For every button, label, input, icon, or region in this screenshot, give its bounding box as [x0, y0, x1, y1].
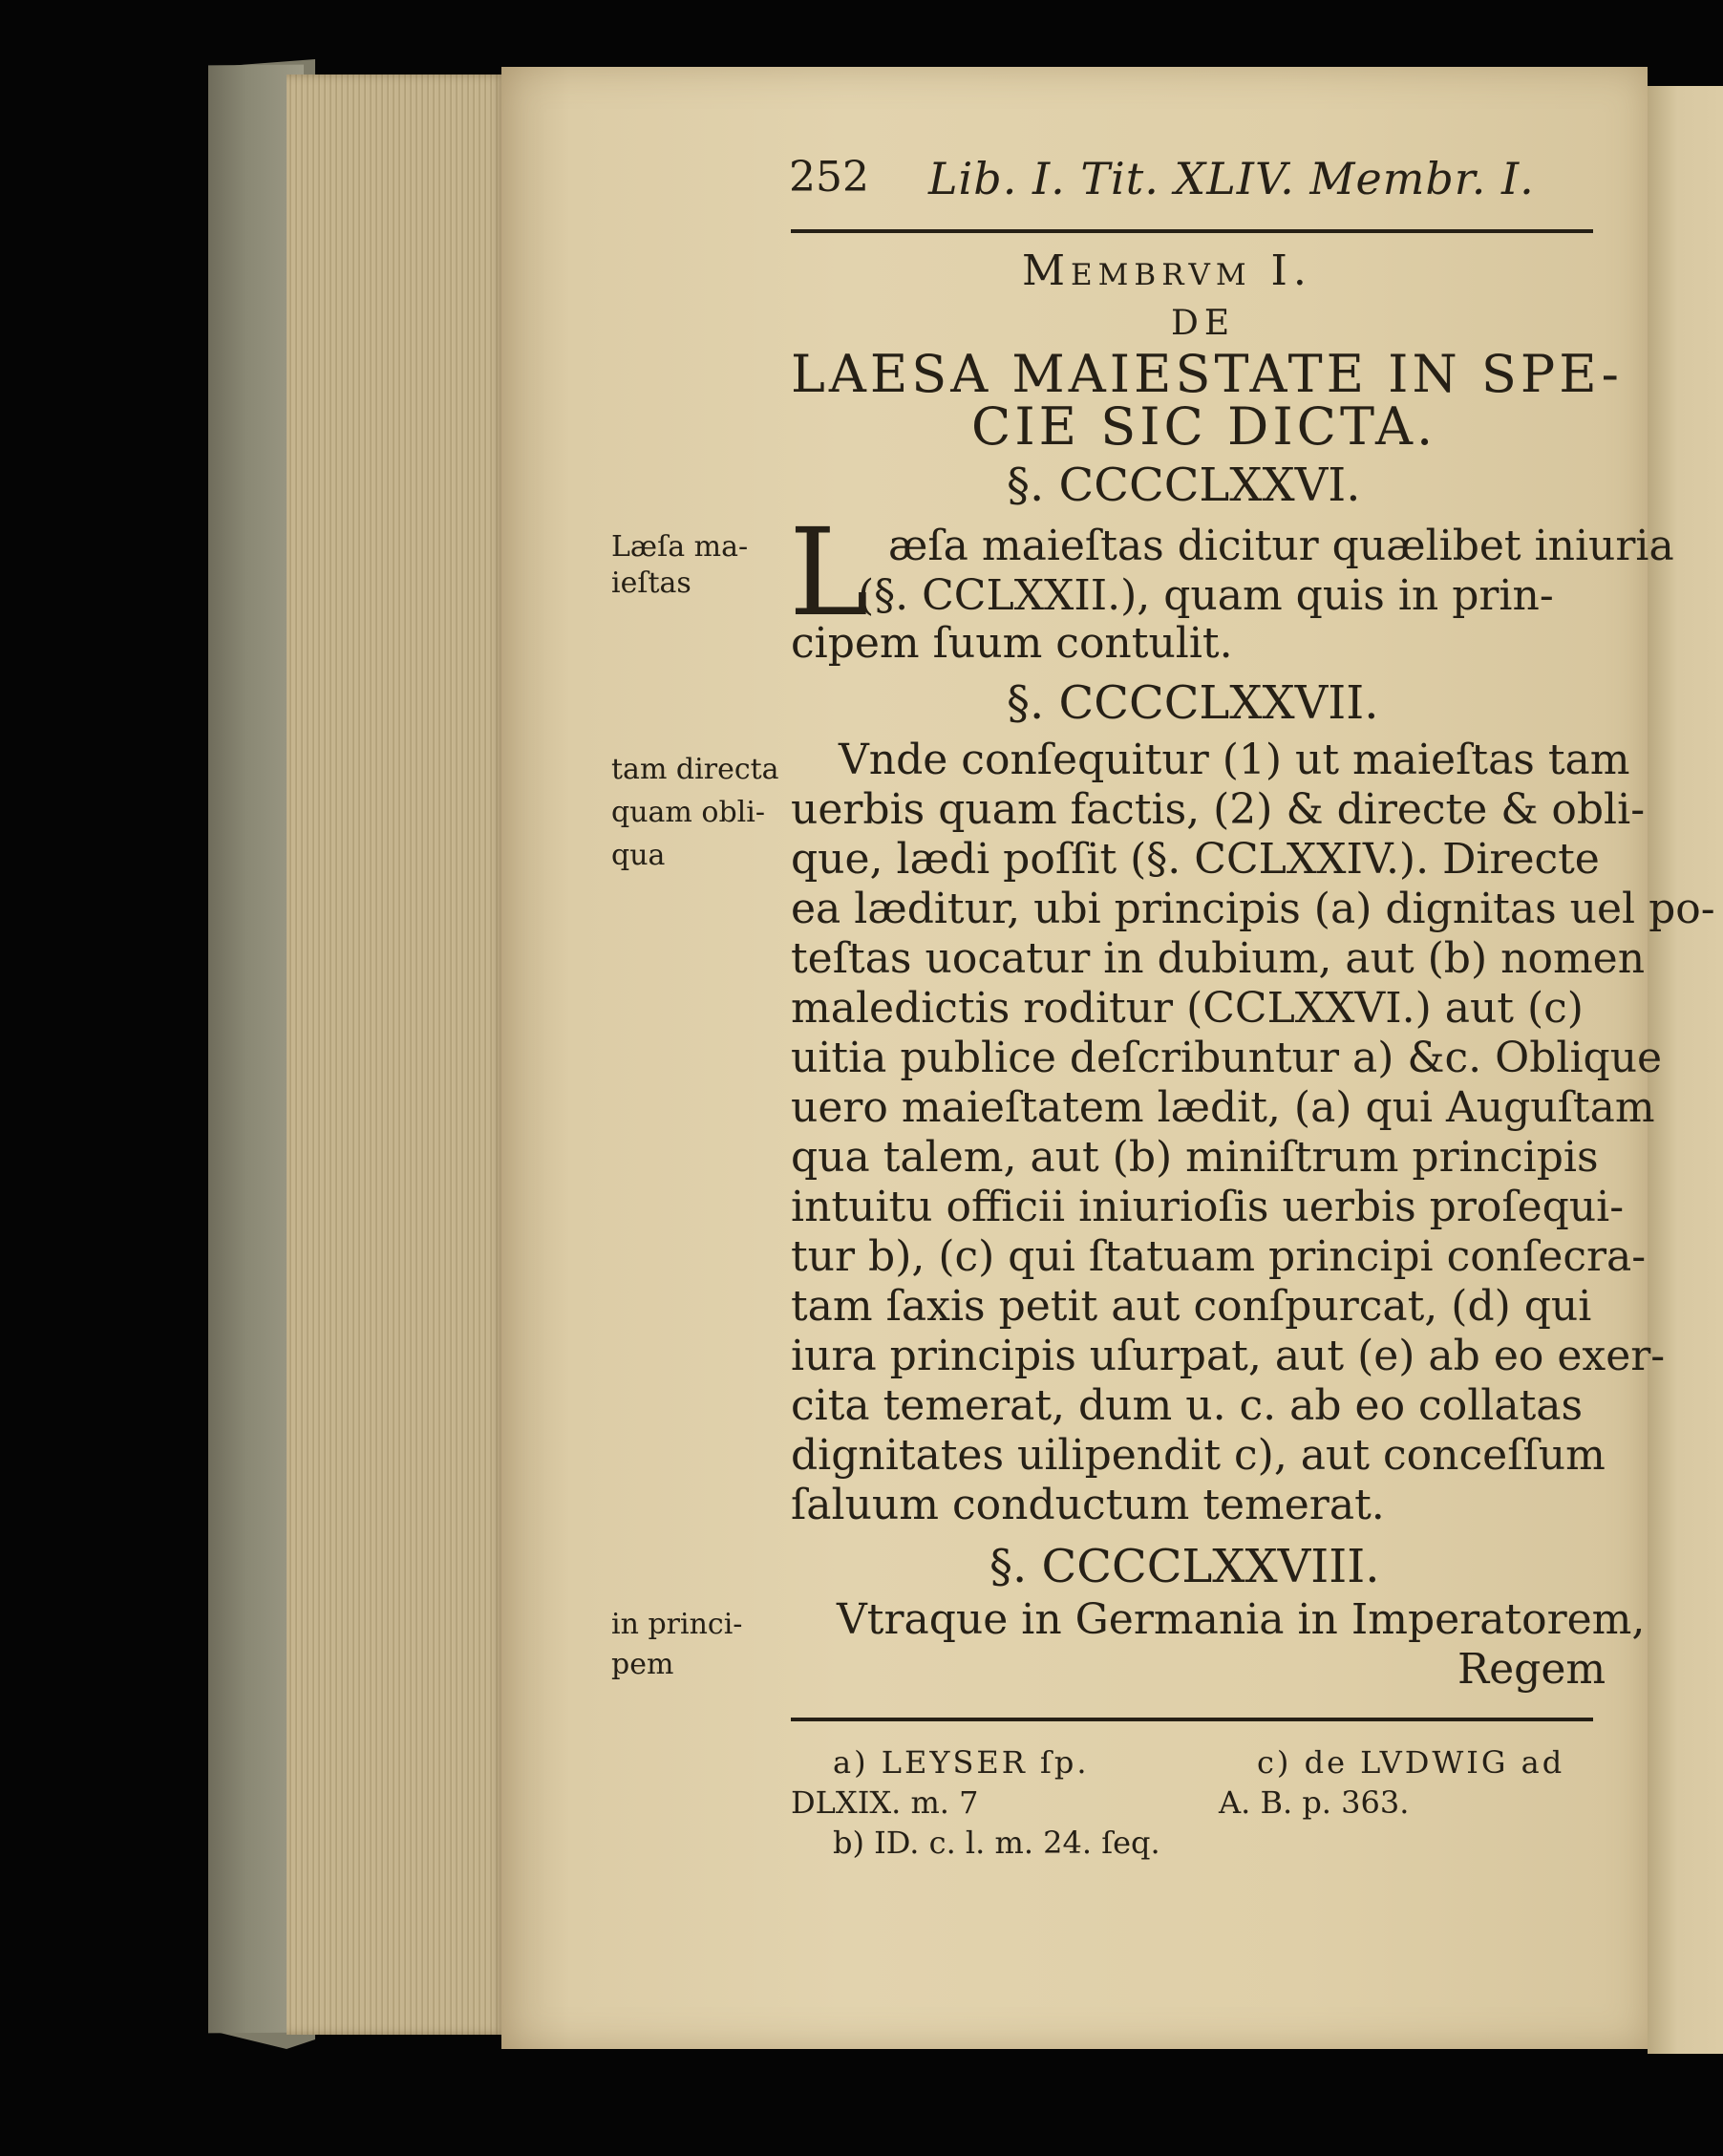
margin-note: ieſtas — [611, 566, 691, 600]
text-line: qua talem, aut (b) miniſtrum principis — [791, 1133, 1599, 1182]
text-line: cita temerat, dum u. c. ab eo collatas — [791, 1381, 1584, 1430]
text-line: dignitates uilipendit c), aut conceſſum — [791, 1431, 1606, 1480]
margin-note: Læſa ma- — [611, 530, 749, 564]
footnote-line: A. B. p. 363. — [1219, 1784, 1410, 1821]
text-line: æſa maieſtas dicitur quælibet iniuria — [888, 522, 1674, 570]
text-line: maledictis roditur (CCLXXVI.) aut (c) — [791, 984, 1584, 1033]
margin-note: tam directa — [611, 753, 779, 786]
footnote-line: DLXIX. m. 7 — [791, 1784, 979, 1821]
text-line: cipem ſuum contulit. — [791, 619, 1233, 668]
section-number: §. CCCCLXXVI. — [1007, 459, 1361, 512]
page-number: 252 — [789, 153, 869, 202]
text-line: que, lædi poſſit (§. CCLXXIV.). Directe — [791, 835, 1600, 884]
membrum-heading: Membrvm I. — [1022, 246, 1312, 295]
text-line: (§. CCLXXII.), quam quis in prin- — [858, 571, 1554, 620]
footnote-rule — [791, 1718, 1593, 1721]
text-line: intuitu officii iniurioſis uerbis proſequi- — [791, 1183, 1625, 1231]
running-title: Lib. I. Tit. XLIV. Membr. I. — [928, 153, 1535, 204]
margin-note: qua — [611, 839, 666, 872]
footnote-line: a) LEYSER ſp. — [833, 1744, 1090, 1781]
title-line-1: LAESA MAIESTATE IN SPE- — [791, 344, 1623, 404]
text-line: uero maieſtatem lædit, (a) qui Auguſtam — [791, 1083, 1655, 1132]
text-line: uitia publice deſcribuntur a) &c. Oblique — [791, 1034, 1663, 1082]
page-edges — [287, 75, 506, 2035]
catchword: Regem — [1457, 1645, 1606, 1694]
margin-note: quam obli- — [611, 796, 765, 829]
footnote-line: c) de LVDWIG ad — [1257, 1744, 1565, 1781]
text-line: tam ſaxis petit aut conſpurcat, (d) qui — [791, 1282, 1592, 1331]
title-line-2: CIE SIC DICTA. — [971, 396, 1437, 457]
text-line: iura principis uſurpat, aut (e) ab eo exer- — [791, 1332, 1666, 1380]
margin-note: in princi- — [611, 1608, 743, 1641]
text-line: tur b), (c) qui ſtatuam principi conſecra- — [791, 1232, 1647, 1281]
drop-cap: L — [789, 502, 869, 643]
text-line: teſtas uocatur in dubium, aut (b) nomen — [791, 934, 1646, 983]
de-heading: DE — [1171, 304, 1236, 343]
text-line: ſaluum conductum temerat. — [791, 1481, 1385, 1529]
text-line: ea læditur, ubi principis (a) dignitas uel po- — [791, 885, 1715, 933]
header-rule — [791, 229, 1593, 233]
footnote-line: b) ID. c. l. m. 24. ſeq. — [833, 1825, 1160, 1861]
margin-note: pem — [611, 1648, 674, 1681]
section-number: §. CCCCLXXVIII. — [989, 1540, 1380, 1593]
section-number: §. CCCCLXXVII. — [1007, 676, 1379, 730]
text-line: uerbis quam factis, (2) & directe & obli- — [791, 785, 1646, 834]
text-line: Vtraque in Germania in Imperatorem, — [837, 1595, 1646, 1644]
text-line: Vnde conſequitur (1) ut maieſtas tam — [839, 736, 1630, 784]
